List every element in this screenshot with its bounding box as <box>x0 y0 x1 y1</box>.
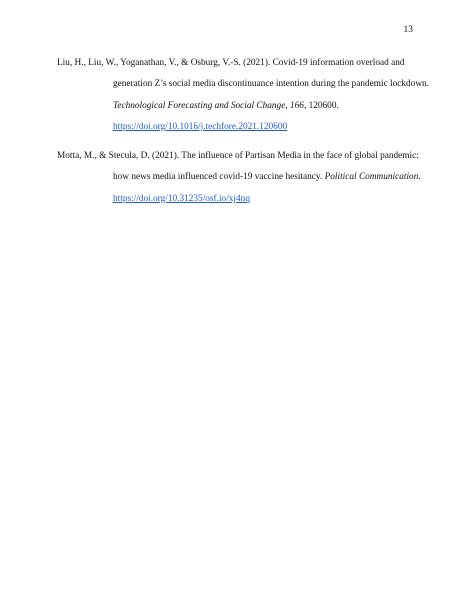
article-number: , 120600. <box>303 100 339 111</box>
reference-list <box>57 53 430 218</box>
journal-title: Technological Forecasting and Social Change <box>113 100 286 111</box>
reference-doi-line <box>85 189 417 210</box>
reference-motta-2021 <box>57 146 421 210</box>
doi-link[interactable]: https://doi.org/10.1016/j.techfore.2021.120600 <box>113 121 288 132</box>
page-number: 13 <box>403 25 413 35</box>
reference-source-line <box>85 167 421 188</box>
separator: , <box>285 100 290 111</box>
doi-link[interactable]: https://doi.org/10.31235/osf.io/xj4nq <box>113 193 250 204</box>
reference-doi-line <box>85 117 417 138</box>
reference-line: Liu, H., Liu, W., Yoganathan, V., & Osburg, V.-S. (2021). Covid-19 information overload and <box>57 58 405 68</box>
journal-title: Political Communication <box>324 172 419 183</box>
reference-text: how news media influenced covid-19 vaccine hesitancy. <box>113 172 325 183</box>
reference-line: Motta, M., & Stecula, D. (2021). The influence of Partisan Media in the face of global pandemic: <box>57 151 419 162</box>
reference-source-line <box>85 96 417 117</box>
reference-end: . <box>418 172 421 183</box>
reference-line: generation Z’s social media discontinuance intention during the pandemic lockdown. <box>113 79 430 90</box>
reference-liu-2021 <box>57 53 430 138</box>
journal-volume: 166 <box>289 100 304 111</box>
